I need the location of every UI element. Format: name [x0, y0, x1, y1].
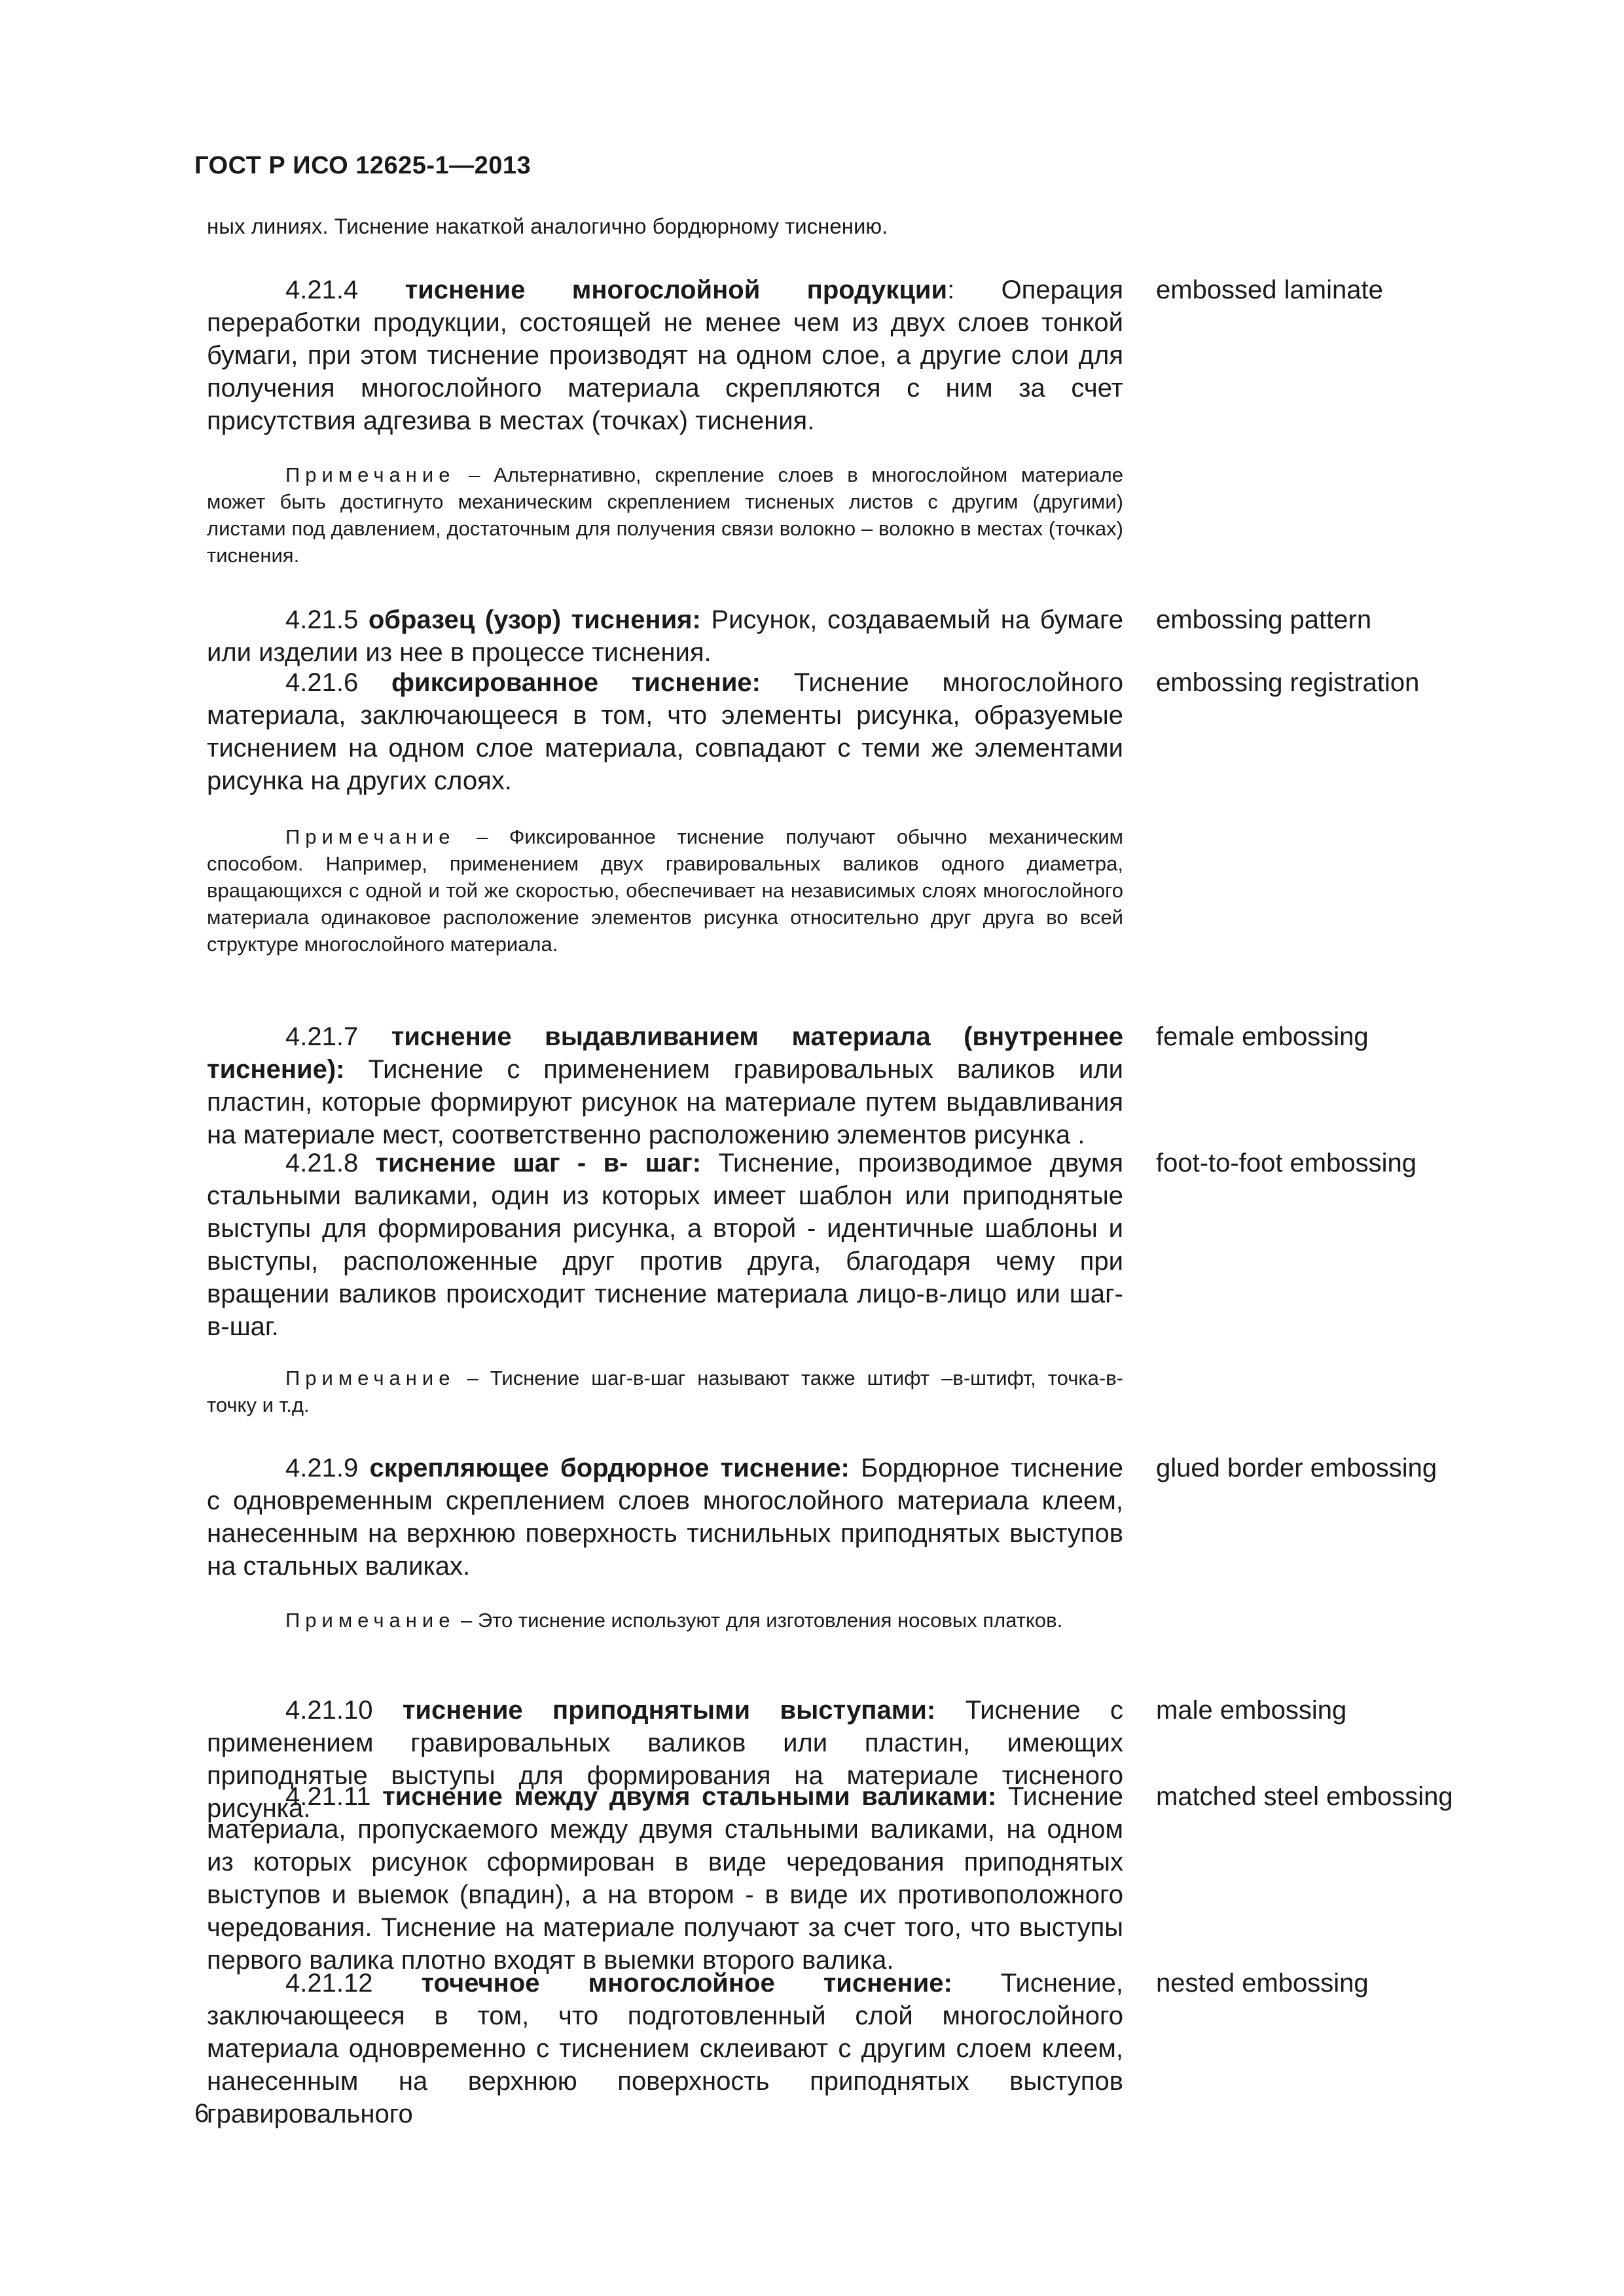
- term-4-21-4: 4.21.4 тиснение многослойной продукции: Операция переработки продукции, состоящей не менее чем из двух слоев тонкой бумаги, при этом тиснение производят на одном слое, а другие слои для получения многослойного материала скрепляются с ним за счет присутствия адгезива в местах (точках) тиснения.: [207, 276, 1123, 435]
- term-en-4-21-9: glued border embossing: [1156, 1454, 1437, 1482]
- term-en-4-21-5: embossing pattern: [1156, 605, 1372, 634]
- term-4-21-11: 4.21.11 тиснение между двумя стальными валиками: Тиснение материала, пропускаемого между двумя стальными валиками, на одном из которых рисунок сформирован в виде чередования приподнятых выступов и выемок (впадин), а на втором - в виде их противоположного чередования. Тиснение на материале получают за счет того, что выступы первого валика плотно входят в выемки второго валика.: [207, 1782, 1123, 1975]
- term-4-21-9: 4.21.9 скрепляющее бордюрное тиснение: Бордюрное тиснение с одновременным скреплением слоев многослойного материала клеем, нанесенным на верхнюю поверхность тиснильных приподнятых выступов на стальных валиках.: [207, 1454, 1123, 1581]
- term-en-4-21-7: female embossing: [1156, 1022, 1369, 1051]
- term-en-4-21-11: matched steel embossing: [1156, 1782, 1453, 1811]
- term-en-4-21-8: foot-to-foot embossing: [1156, 1149, 1416, 1177]
- term-en-4-21-6: embossing registration: [1156, 668, 1420, 697]
- note-3: Примечание – Тиснение шаг-в-шаг называют также штифт –в-штифт, точка-в-точку и т.д.: [207, 1367, 1123, 1416]
- note-1: Примечание – Альтернативно, скрепление слоев в многослойном материале может быть достигнуто механическим скреплением тисненых листов с другим (другими) листами под давлением, достаточным для получения связи волокно – волокно в местах (точках) тиснения.: [207, 463, 1123, 567]
- term-4-21-12: 4.21.12 точечное многослойное тиснение: Тиснение, заключающееся в том, что подготовленный слой многослойного материала одновременно с тиснением склеивают с другим слоем клеем, нанесенным на верхнюю поверхность приподнятых выступов гравировального: [207, 1969, 1123, 2128]
- term-4-21-7: 4.21.7 тиснение выдавливанием материала (внутреннее тиснение): Тиснение с применением гравировальных валиков или пластин, которые формируют рисунок на материале путем выдавливания на материале мест, соответственно расположению элементов рисунка .: [207, 1022, 1123, 1149]
- term-4-21-10: 4.21.10 тиснение приподнятыми выступами: Тиснение с применением гравировальных валиков или пластин, имеющих приподнятые выступы для формирования на материале тисненого рисунка.: [207, 1696, 1123, 1823]
- note-2: Примечание – Фиксированное тиснение получают обычно механическим способом. Например, применением двух гравировальных валиков одного диаметра, вращающихся с одной и той же скоростью, обеспечивает на независимых слоях многослойного материала одинаковое расположение элементов рисунка относительно друг друга во всей структуре многослойного материала.: [207, 825, 1123, 956]
- term-4-21-8: 4.21.8 тиснение шаг - в- шаг: Тиснение, производимое двумя стальными валиками, один из которых имеет шаблон или приподнятые выступы для формирования рисунка, а второй - идентичные шаблоны и выступы, расположенные друг против друга, благодаря чему при вращении валиков происходит тиснение материала лицо-в-лицо или шаг-в-шаг.: [207, 1149, 1124, 1341]
- term-en-4-21-10: male embossing: [1156, 1696, 1347, 1725]
- term-4-21-6: 4.21.6 фиксированное тиснение: Тиснение многослойного материала, заключающееся в том, что элементы рисунка, образуемые тиснением на одном слое материала, совпадают с теми же элементами рисунка на других слоях.: [207, 668, 1123, 795]
- term-en-4-21-12: nested embossing: [1156, 1969, 1369, 1998]
- page-number: 6: [194, 2099, 209, 2128]
- term-en-4-21-4: embossed laminate: [1156, 276, 1383, 304]
- term-4-21-5: 4.21.5 образец (узор) тиснения: Рисунок, создаваемый на бумаге или изделии из нее в процессе тиснения.: [207, 605, 1123, 667]
- continuation-line: ных линиях. Тиснение накаткой аналогично бордюрному тиснению.: [207, 214, 888, 238]
- note-4: Примечание – Это тиснение используют для изготовления носовых платков.: [285, 1609, 1063, 1632]
- page-header: ГОСТ Р ИСО 12625-1—2013: [194, 152, 532, 179]
